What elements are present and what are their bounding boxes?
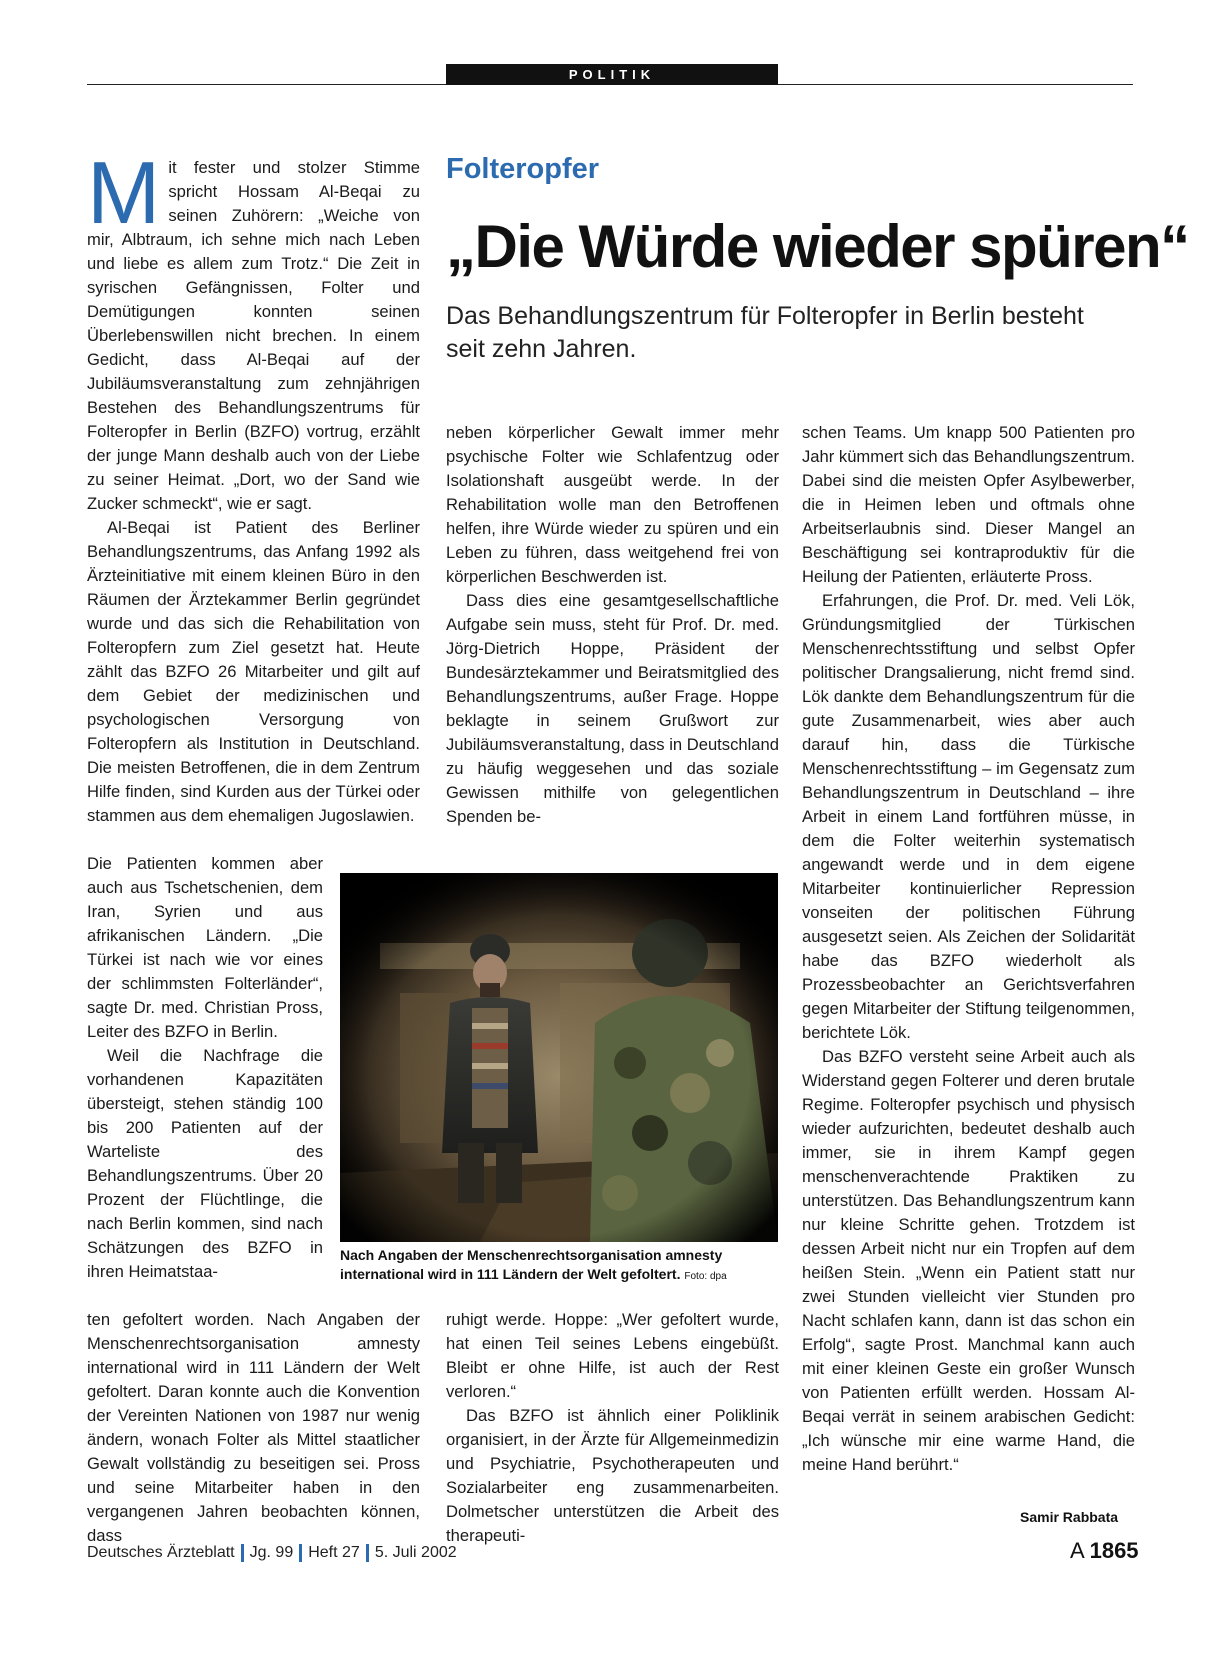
- body-column-2-bottom: [446, 1308, 779, 1548]
- footer-separator: [241, 1544, 244, 1562]
- paragraph: ten gefoltert worden. Nach Angaben der Menschenrechtsorganisation amnesty international wird in 111 Ländern der Welt gefoltert. Daran konnte auch die Konvention der Vereinten Nationen von 1987 nur wenig ändern, wonach Folter als Mittel staatlicher Gewalt vollständig zu beseitigen sei. Pross und seine Mitarbeiter haben in den vergangenen Jahren beobachten können, dass: [87, 1310, 420, 1545]
- page-prefix: A: [1070, 1538, 1084, 1563]
- paragraph: neben körperlicher Gewalt immer mehr psychische Folter wie Schlafentzug oder Isolationshaft ausgeübt werde. In der Rehabilitation wolle man den Betroffenen helfen, ihre Würde wieder zu spüren und ein Leben zu führen, dass weitgehend frei von körperlichen Beschwerden ist.: [446, 423, 779, 586]
- paragraph: Weil die Nachfrage die vorhandenen Kapazitäten übersteigt, stehen ständig 100 bis 200 Patienten auf der Warteliste des Behandlungszentrums. Über 20 Prozent der Flüchtlinge, die nach Berlin kommen, sind nach Schätzungen des BZFO in ihren Heimatstaa-: [87, 1046, 323, 1281]
- journal-name: Deutsches Ärzteblatt: [87, 1544, 235, 1561]
- paragraph: schen Teams. Um knapp 500 Patienten pro Jahr kümmert sich das Behandlungszentrum. Dabei sind die meisten Opfer Asylbewerber, die in Heimen leben und oftmals ohne Arbeitserlaubnis sind. Dieser Mangel an Beschäftigung sei kontraproduktiv für die Heilung der Patienten, erläuterte Pross.: [802, 423, 1135, 586]
- paragraph: Das BZFO versteht seine Arbeit auch als Widerstand gegen Folterer und deren brutale Regime. Folteropfer psychisch und physisch wieder aufzurichten, bedeutet deshalb auch immer, sie in ihrem Kampf gegen menschenverachtende Praktiken zu unterstützen. Das Behandlungszentrum kann nur kleine Schritte gehen. Trotzdem ist dessen Arbeit nicht nur ein Tropfen auf dem heißen Stein. „Wenn ein Patient statt nur zwei Stunden vielleicht vier Stunden pro Nacht schlafen kann, dann ist das schon ein Erfolg“, sagte Prost. Manchmal kann auch mit einer kleinen Geste ein großer Wunsch von Patienten erfüllt werden. Hossam Al-Beqai verrät in seinem arabischen Gedicht: „Ich wünsche mir eine warme Hand, die meine Hand berührt.“: [802, 1047, 1135, 1474]
- body-column-1-bottom: [87, 1308, 420, 1548]
- paragraph: Dass dies eine gesamtgesellschaftliche Aufgabe sein muss, steht für Prof. Dr. med. Jörg-Dietrich Hoppe, Präsident der Bundesärztekammer und Beiratsmitglied des Behandlungszentrums, außer Frage. Hoppe beklagte in seinem Grußwort zur Jubiläumsveranstaltung, dass in Deutschland zu häufig weggesehen und das soziale Gewissen mithilfe von gelegentlichen Spenden be-: [446, 591, 779, 826]
- article-photo: [340, 873, 778, 1242]
- issue: Heft 27: [308, 1544, 360, 1561]
- paragraph: Das BZFO ist ähnlich einer Poliklinik organisiert, in der Ärzte für Allgemeinmedizin und Psychiatrie, Psychotherapeuten und Sozialarbeiter eng zusammenarbeiten. Dolmetscher unterstützen die Arbeit des therapeuti-: [446, 1406, 779, 1545]
- paragraph: Al-Beqai ist Patient des Berliner Behandlungszentrums, das Anfang 1992 als Ärzteinitiative mit einem kleinen Büro in den Räumen der Ärztekammer Berlin gegründet wurde und das sich die Rehabilitation von Folteropfern zum Ziel gesetzt hat. Heute zählt das BZFO 26 Mitarbeiter und gilt auf dem Gebiet der medizinischen und psychologischen Versorgung von Folteropfern als Institution in Deutschland. Die meisten Betroffenen, die in dem Zentrum Hilfe finden, sind Kurden aus der Türkei oder stammen aus dem ehemaligen Jugoslawien.: [87, 518, 420, 825]
- paragraph: Erfahrungen, die Prof. Dr. med. Veli Lök, Gründungsmitglied der Türkischen Menschenrechtsstiftung und selbst Opfer politischer Drangsalierung, nicht fremd sind. Lök dankte dem Behandlungszentrum für die gute Zusammenarbeit, wies aber auch darauf hin, dass die Türkische Menschenrechtsstiftung – im Gegensatz zum Behandlungszentrum in Deutschland – ihre Arbeit in einem Land fortführen müsse, in dem die Folter weiterhin systematisch angewandt werde und in dem eigene Mitarbeiter kontinuierlicher Repression vonseiten der politischen Führung ausgesetzt seien. Als Zeichen der Solidarität habe das BZFO wiederholt als Prozessbeobachter an Gerichtsverfahren gegen Mitarbeiter der Stiftung teilgenommen, berichtete Lök.: [802, 591, 1135, 1042]
- article-headline: „Die Würde wieder spüren“: [446, 213, 1189, 280]
- photo-illustration: [340, 873, 778, 1242]
- paragraph-text: it fester und stolzer Stimme spricht Hossam Al-Beqai zu seinen Zuhörern: „Weiche von mir, Albtraum, ich sehne mich nach Leben und liebe es allem zum Trotz.“ Die Zeit in syrischen Gefängnissen, Folter und Demütigungen konnten seinen Überlebenswillen nicht brechen. In einem Gedicht, dass Al-Beqai auf der Jubiläumsveranstaltung zum zehnjährigen Bestehen des Behandlungszentrums für Folteropfer in Berlin (BZFO) vortrug, erzählt der junge Mann deshalb auch von der Liebe zu seiner Heimat. „Dort, wo der Sand wie Zucker schmeckt“, wie er sagt.: [87, 158, 420, 513]
- page-footer: [87, 1544, 457, 1562]
- page-number-value: 1865: [1089, 1538, 1139, 1563]
- footer-separator: [299, 1544, 302, 1562]
- article-kicker: Folteropfer: [446, 153, 600, 185]
- paragraph: Die Patienten kommen aber auch aus Tschetschenien, dem Iran, Syrien und aus afrikanischen Ländern. „Die Türkei ist nach wie vor eines der schlimmsten Folterländer“, sagte Dr. med. Christian Pross, Leiter des BZFO in Berlin.: [87, 854, 323, 1041]
- issue-date: 5. Juli 2002: [374, 1544, 457, 1561]
- section-label: POLITIK: [446, 64, 778, 85]
- article-author: Samir Rabbata: [1020, 1509, 1119, 1525]
- drop-cap: M: [87, 143, 161, 242]
- footer-separator: [366, 1544, 369, 1562]
- body-column-2: [446, 421, 779, 829]
- page-number: [1070, 1538, 1139, 1564]
- article-subhead: Das Behandlungszentrum für Folteropfer in Berlin besteht seit zehn Jahren.: [446, 302, 1084, 363]
- photo-caption: [340, 1246, 780, 1286]
- paragraph: ruhigt werde. Hoppe: „Wer gefoltert wurde, hat einen Teil seines Lebens eingebüßt. Bleibt er ohne Hilfe, ist auch der Rest verloren.“: [446, 1310, 779, 1401]
- body-column-3: [802, 421, 1135, 1477]
- caption-text: Nach Angaben der Menschenrechtsorganisation amnesty international wird in 111 Ländern der Welt gefoltert.: [340, 1247, 723, 1282]
- photo-credit: Foto: dpa: [684, 1271, 727, 1282]
- volume: Jg. 99: [249, 1544, 294, 1561]
- body-column-1-narrow: [87, 852, 323, 1284]
- body-column-1: [87, 143, 420, 828]
- paragraph: [87, 143, 420, 516]
